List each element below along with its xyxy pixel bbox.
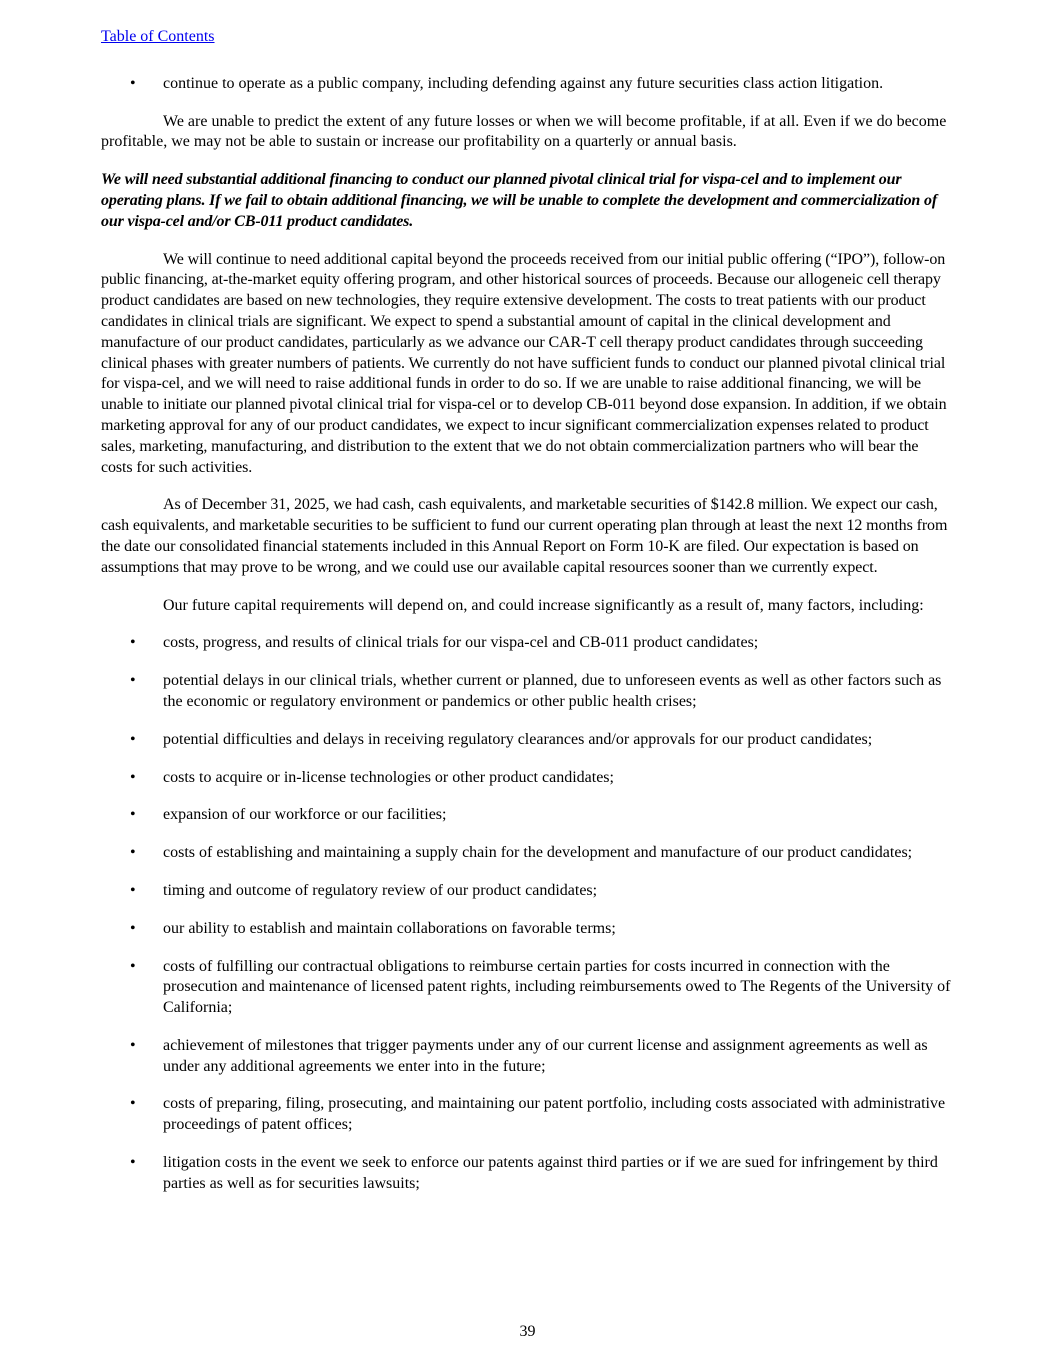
bullet-icon: • — [130, 768, 136, 786]
list-item — [101, 805, 951, 826]
paragraph-cash-position: As of December 31, 2025, we had cash, cash equivalents, and marketable securities of $142.8 million. We expect our cash, cash equivalents, and marketable securities to be sufficient to fund our current operating plan through at least the next 12 months from the date our consolidated financial statements included in this Annual Report on Form 10-K are filed. Our expectation is based on assumptions that may prove to be wrong, and we could use our available capital resources sooner than we currently expect. — [101, 496, 948, 576]
spacer — [101, 751, 951, 768]
list-item — [101, 1036, 951, 1078]
spacer — [101, 478, 951, 495]
list-item-text: expansion of our workforce or our facilities; — [163, 806, 447, 824]
paragraph-factors-intro: Our future capital requirements will depend on, and could increase significantly as a result of, many factors, including: — [163, 596, 924, 614]
list-item — [101, 919, 951, 940]
spacer — [101, 1019, 951, 1036]
bullet-icon: • — [130, 730, 136, 748]
bullet-icon: • — [130, 1095, 136, 1113]
list-item — [101, 957, 951, 1019]
list-item — [101, 881, 951, 902]
list-item — [101, 1153, 951, 1195]
document-page — [101, 27, 951, 1195]
list-item-text: achievement of milestones that trigger payments under any of our current license and assignment agreements as well as under any additional agreements we enter into in the future; — [163, 1036, 928, 1075]
bullet-icon: • — [130, 806, 136, 824]
list-item — [101, 768, 951, 789]
list-item-text: costs to acquire or in-license technologies or other product candidates; — [163, 768, 614, 786]
paragraph-capital-need: We will continue to need additional capital beyond the proceeds received from our initial public offering (“IPO”), follow-on public financing, at-the-market equity offering program, and other historical sources of proceeds. Because our allogeneic cell therapy product candidates are based on new technologies, they require extensive development. The costs to treat patients with our product candidates in clinical trials are significant. We expect to spend a substantial amount of capital in the clinical development and manufacture of our product candidates, particularly as we advance our CAR-T cell therapy product candidates through succeeding clinical phases with greater numbers of patients. We currently do not have sufficient funds to conduct our planned pivotal clinical trial for vispa-cel, and we will need to raise additional funds in order to do so. If we are unable to raise additional financing, we will be unable to initiate our planned pivotal clinical trial for vispa-cel or to develop CB-011 beyond dose expansion. In addition, if we obtain marketing approval for any of our product candidates, we expect to incur significant commercialization expenses related to product sales, marketing, manufacturing, and distribution to the extent that we do not obtain commercialization partners who will bear the costs for such activities. — [101, 250, 947, 476]
bullet-icon: • — [130, 672, 136, 690]
spacer — [101, 713, 951, 730]
spacer — [101, 654, 951, 671]
bullet-icon: • — [130, 1154, 136, 1172]
spacer — [101, 940, 951, 957]
list-item-text: our ability to establish and maintain collaborations on favorable terms; — [163, 919, 616, 937]
spacer — [101, 153, 951, 170]
spacer — [101, 826, 951, 843]
spacer — [101, 864, 951, 881]
spacer — [101, 579, 951, 596]
list-item-text: costs, progress, and results of clinical trials for our vispa-cel and CB-011 product candidates; — [163, 634, 759, 652]
paragraph-future-losses: We are unable to predict the extent of any future losses or when we will become profitable, if at all. Even if we do become profitable, we may not be able to sustain or increase our profitability on a quarterly or annual basis. — [101, 112, 947, 151]
spacer — [101, 616, 951, 633]
list-item-text: potential difficulties and delays in receiving regulatory clearances and/or approvals for our product candidates; — [163, 730, 873, 748]
list-item — [101, 1094, 951, 1136]
list-item-text: timing and outcome of regulatory review of our product candidates; — [163, 881, 598, 899]
list-item-text: litigation costs in the event we seek to enforce our patents against third parties or if we are sued for infringement by third parties as well as for securities lawsuits; — [163, 1154, 938, 1192]
bullet-icon: • — [130, 1036, 136, 1054]
spacer — [101, 233, 951, 250]
spacer — [101, 1136, 951, 1153]
list-item — [101, 730, 951, 751]
list-item — [101, 633, 951, 654]
list-item-text: costs of preparing, filing, prosecuting, and maintaining our patent portfolio, including costs associated with administrative proceedings of patent offices; — [163, 1095, 946, 1134]
list-item — [101, 671, 951, 713]
spacer — [101, 788, 951, 805]
list-item-text: costs of establishing and maintaining a supply chain for the development and manufacture of our product candidates; — [163, 844, 913, 862]
bullet-icon: • — [130, 919, 136, 937]
bullet-icon: • — [130, 844, 136, 862]
factors-list — [101, 633, 951, 1194]
spacer — [101, 902, 951, 919]
bullet-icon: • — [130, 881, 136, 899]
bullet-icon: • — [130, 957, 136, 975]
list-item-text: continue to operate as a public company, including defending against any future securities class action litigation. — [163, 74, 884, 92]
risk-factor-heading: We will need substantial additional financing to conduct our planned pivotal clinical trial for vispa-cel and to implement our operating plans. If we fail to obtain additional financing, we will be unable to complete the development and commercialization of our vispa-cel and/or CB-011 product candidates. — [101, 171, 938, 230]
spacer — [101, 48, 951, 74]
page-number: 39 — [519, 1323, 536, 1340]
table-of-contents-link[interactable]: Table of Contents — [101, 28, 215, 45]
list-item-text: costs of fulfilling our contractual obligations to reimburse certain parties for costs incurred in connection with the prosecution and maintenance of licensed patent rights, including reimbursements owed to The Regents of the University of California; — [163, 957, 951, 1017]
bullet-icon: • — [130, 74, 136, 92]
list-item — [101, 843, 951, 864]
list-item — [101, 74, 951, 95]
spacer — [101, 1077, 951, 1094]
list-item-text: potential delays in our clinical trials, whether current or planned, due to unforeseen events as well as other factors such as the economic or regulatory environment or pandemics or other public health crises; — [163, 672, 942, 710]
bullet-icon: • — [130, 634, 136, 652]
spacer — [101, 95, 951, 112]
